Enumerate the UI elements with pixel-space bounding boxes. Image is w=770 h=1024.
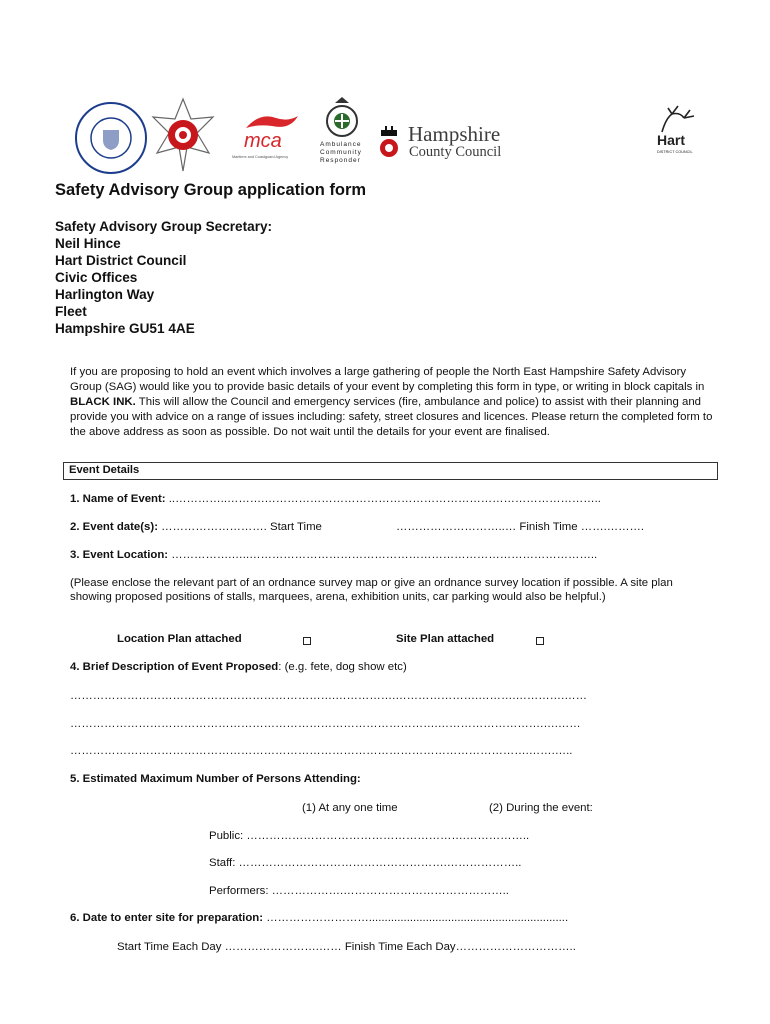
police-text [60, 84, 74, 85]
intro-text-2: This will allow the Council and emergency services (fire, ambulance and police) to assist with their planning and provide you with advice on a range of issues including: safety, street closures and licences. Please return the completed form to the above address as soon as possible. Do not wait until the details for your event are finalised. [70, 396, 713, 438]
address-line: Hampshire GU51 4AE [55, 321, 195, 336]
intro-text-1: If you are proposing to hold an event which involves a large gathering of people the North East Hampshire Safety Advisory Group (SAG) would like you to provide basic details of your event by completing this form in type, or writing in block capitals in [70, 366, 705, 393]
event-location-label: 3. Event Location: [70, 549, 169, 561]
address-line: Neil Hince [55, 236, 121, 251]
site-entry-row [70, 912, 568, 924]
hart-subtext: DISTRICT COUNCIL [657, 150, 693, 154]
event-name-field[interactable]: ..…………..……….…………………………………………………………………………….. [165, 493, 601, 505]
performers-field[interactable]: Performers: ……………….…………………………………….. [209, 885, 509, 897]
site-plan-checkbox[interactable] [536, 637, 544, 645]
address-line: Harlington Way [55, 287, 155, 302]
event-date-field[interactable]: ………………………. Start Time [157, 521, 322, 533]
event-details-label: Event Details [69, 464, 140, 476]
at-any-one-time-label: (1) At any one time [302, 802, 398, 814]
public-field[interactable]: Public: ………………………………………………….…………….. [209, 830, 530, 842]
site-entry-label: 6. Date to enter site for preparation: [70, 912, 264, 924]
address-line: Fleet [55, 304, 87, 319]
event-date-row [70, 521, 322, 533]
event-location-row [70, 549, 597, 561]
location-plan-checkbox[interactable] [303, 637, 311, 645]
ambulance-text-1: Ambulance [320, 141, 362, 148]
mca-logo [232, 110, 307, 170]
description-line[interactable]: …………………………………………………………….…………….………………….……….………….…… [70, 690, 588, 702]
description-line[interactable]: ………………………………………………………………………………………………………….…….….. [70, 745, 573, 757]
staff-field[interactable]: Staff: ……………………………………………….……………….. [209, 857, 522, 869]
site-plan-label: Site Plan attached [396, 633, 495, 645]
description-label: 4. Brief Description of Event Proposed [70, 661, 279, 673]
ambulance-text-3: Responder [320, 157, 361, 164]
ambulance-text-2: Community [320, 149, 362, 156]
address-line: Civic Offices [55, 270, 138, 285]
event-name-row[interactable] [70, 493, 601, 505]
max-persons-label: 5. Estimated Maximum Number of Persons Attending: [70, 773, 361, 785]
event-details-header [63, 462, 718, 480]
location-note: (Please enclose the relevant part of an ordnance survey map or give an ordnance survey location if possible. A site plan showing proposed positions of stalls, marquees, arena, exhibition units, car parking would also be helpful.) [70, 577, 673, 603]
event-date-label: 2. Event date(s): [70, 521, 158, 533]
hcc-text-2: County Council [409, 144, 502, 160]
description-row [70, 661, 407, 673]
intro-paragraph [70, 365, 720, 440]
mca-text: mca [244, 130, 282, 152]
hampshire-county-council-logo [375, 122, 515, 167]
ambulance-responder-logo [320, 97, 364, 167]
intro-bold: BLACK INK. [70, 396, 136, 408]
logo-strip [0, 92, 770, 172]
description-hint: : (e.g. fete, dog show etc) [278, 661, 407, 673]
secretary-address [55, 218, 272, 337]
mca-subtext: Maritime and Coastguard Agency [232, 155, 289, 159]
daily-times-field[interactable]: Start Time Each Day …………………….…… Finish Time Each Day………………………….. [117, 941, 576, 953]
hart-district-council-logo [652, 104, 704, 164]
event-location-field[interactable]: …………….…..……………………………………………………………………………….. [168, 549, 598, 561]
fire-rescue-logo [147, 97, 219, 175]
time-field[interactable]: ………………………..… Finish Time …….………. [396, 521, 645, 533]
hampshire-constabulary-logo [75, 102, 147, 174]
during-event-label: (2) During the event: [489, 802, 593, 814]
hcc-text-1: Hampshire [408, 122, 501, 146]
site-entry-field[interactable]: ………………………............................................................... [263, 912, 569, 924]
address-line: Hart District Council [55, 253, 187, 268]
page-title: Safety Advisory Group application form [55, 181, 367, 199]
hart-text: Hart [657, 132, 686, 148]
description-line[interactable]: …………………………………………………………………………………….……………………….….…… [70, 718, 581, 730]
location-plan-label: Location Plan attached [117, 633, 242, 645]
event-name-label: 1. Name of Event: [70, 493, 166, 505]
address-line: Safety Advisory Group Secretary: [55, 219, 273, 234]
